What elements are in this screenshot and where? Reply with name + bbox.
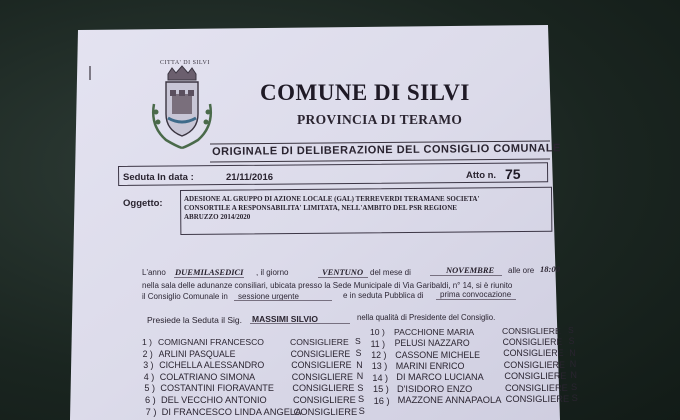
member-status: S	[358, 405, 365, 416]
member-status: S	[357, 382, 364, 393]
member-status: S	[571, 381, 578, 392]
member-name: CASSONE MICHELE	[395, 349, 481, 360]
presidency-suffix: nella qualità di Presidente del Consiglio.	[357, 313, 496, 322]
presidency-prefix: Presiede la Seduta il Sig.	[147, 315, 242, 325]
body-year-label: L'anno	[142, 268, 166, 277]
member-number: 12 )	[371, 349, 387, 360]
member-name: PELUSI NAZZARO	[394, 338, 470, 349]
member-number: 15 )	[373, 384, 389, 395]
body-line-3a: il Consiglio Comunale in	[142, 292, 228, 301]
subject-line-1: ADESIONE AL GRUPPO DI AZIONE LOCALE (GAL) TERREVERDI TERAMANE SOCIETA'	[184, 195, 480, 203]
member-number: 3 )	[143, 360, 154, 371]
blank-line	[234, 300, 332, 301]
member-status: N	[356, 359, 363, 370]
member-status: N	[356, 371, 364, 382]
member-status: N	[569, 347, 576, 358]
atto-number: 75	[505, 166, 521, 182]
member-status: S	[571, 393, 578, 404]
date-value: 21/11/2016	[226, 172, 274, 183]
member-role: CONSIGLIERE	[291, 360, 352, 371]
member-status: S	[568, 336, 575, 347]
member-number: 14 )	[372, 372, 389, 383]
body-month: NOVEMBRE	[446, 265, 495, 275]
member-name: DEL VECCHIO ANTONIO	[161, 395, 267, 405]
presidency-name: MASSIMI SILVIO	[252, 314, 318, 324]
member-role: CONSIGLIERE	[292, 383, 355, 394]
document-type: ORIGINALE DI DELIBERAZIONE DEL CONSIGLIO COMUNALE	[212, 142, 561, 158]
body-line-3d: prima convocazione	[440, 290, 512, 299]
date-label: Seduta In data :	[123, 172, 194, 183]
member-status: N	[569, 358, 577, 369]
body-day: VENTUNO	[322, 267, 364, 277]
member-number: 1 )	[142, 337, 153, 347]
blank-line	[250, 323, 350, 324]
member-role: CONSIGLIERE	[504, 371, 567, 382]
blank-line	[174, 277, 244, 278]
member-number: 2 )	[142, 348, 153, 359]
body-day-label: , il giorno	[256, 268, 289, 277]
blank-line	[318, 277, 368, 278]
member-name: COMIGNANI FRANCESCO	[158, 337, 264, 347]
member-status: S	[355, 336, 361, 347]
member-name: PACCHIONE MARIA	[394, 326, 475, 337]
member-role: CONSIGLIERE	[505, 393, 570, 404]
subject-line-2: CONSORTILE A RESPONSABILITA' LIMITATA, NELL'AMBITO DEL PSR REGIONE	[184, 204, 457, 212]
member-role: CONSIGLIERE	[290, 348, 351, 359]
body-hour: 18:00	[540, 264, 560, 274]
page-title: COMUNE DI SILVI	[260, 80, 470, 105]
member-role: CONSIGLIERE	[503, 359, 565, 370]
member-number: 13 )	[371, 361, 388, 372]
member-role: CONSIGLIERE	[293, 395, 356, 405]
body-year: DUEMILASEDICI	[175, 267, 244, 277]
member-status: S	[355, 347, 362, 358]
member-status: N	[570, 370, 577, 381]
member-name: MARINI ENRICO	[395, 361, 465, 372]
member-number: 6 )	[145, 395, 156, 405]
subject-line-3: ABRUZZO 2014/2020	[184, 213, 251, 221]
member-number: 7 )	[145, 406, 157, 417]
member-name: CICHELLA ALESSANDRO	[159, 360, 265, 371]
member-name: MAZZONE ANNAPAOLA	[397, 395, 502, 406]
body-line-2: nella sala delle adunanze consiliari, ubicata presso la Sede Municipale di Via Garibaldi, n° 14, si è riunito	[142, 281, 513, 290]
member-role: CONSIGLIERE	[505, 382, 568, 393]
member-role: CONSIGLIERE	[290, 337, 349, 347]
member-name: COLATRIANO SIMONA	[159, 371, 256, 382]
member-status: S	[568, 324, 574, 335]
member-name: ARLINI PASQUALE	[158, 348, 236, 359]
member-name: DI MARCO LUCIANA	[396, 372, 484, 383]
member-role: CONSIGLIERE	[503, 348, 564, 359]
member-name: DI FRANCESCO LINDA ANGELA	[161, 406, 302, 417]
member-name: COSTANTINI FIORAVANTE	[160, 383, 274, 394]
member-number: 11 )	[370, 338, 385, 349]
member-status: S	[358, 394, 365, 405]
page-subtitle: PROVINCIA DI TERAMO	[297, 112, 463, 127]
member-role: CONSIGLIERE	[291, 371, 353, 382]
blank-line	[430, 275, 502, 276]
member-role: CONSIGLIERE	[502, 336, 563, 347]
body-line-3c: e in seduta Pubblica di	[343, 291, 424, 300]
member-role: CONSIGLIERE	[502, 325, 561, 336]
member-number: 16 )	[373, 395, 390, 406]
body-line-3b: sessione urgente	[238, 292, 299, 301]
member-name: D'ISIDORO ENZO	[397, 383, 473, 394]
blank-line	[436, 299, 516, 300]
member-number: 10 )	[370, 327, 385, 338]
member-role: CONSIGLIERE	[293, 406, 358, 417]
atto-label: Atto n.	[466, 170, 497, 181]
member-number: 5 )	[144, 383, 155, 394]
subject-label: Oggetto:	[123, 198, 163, 209]
body-hour-label: alle ore	[508, 266, 535, 275]
body-month-label: del mese di	[370, 268, 411, 277]
city-mark: CITTA' DI SILVI	[160, 60, 210, 66]
member-number: 4 )	[143, 371, 155, 382]
